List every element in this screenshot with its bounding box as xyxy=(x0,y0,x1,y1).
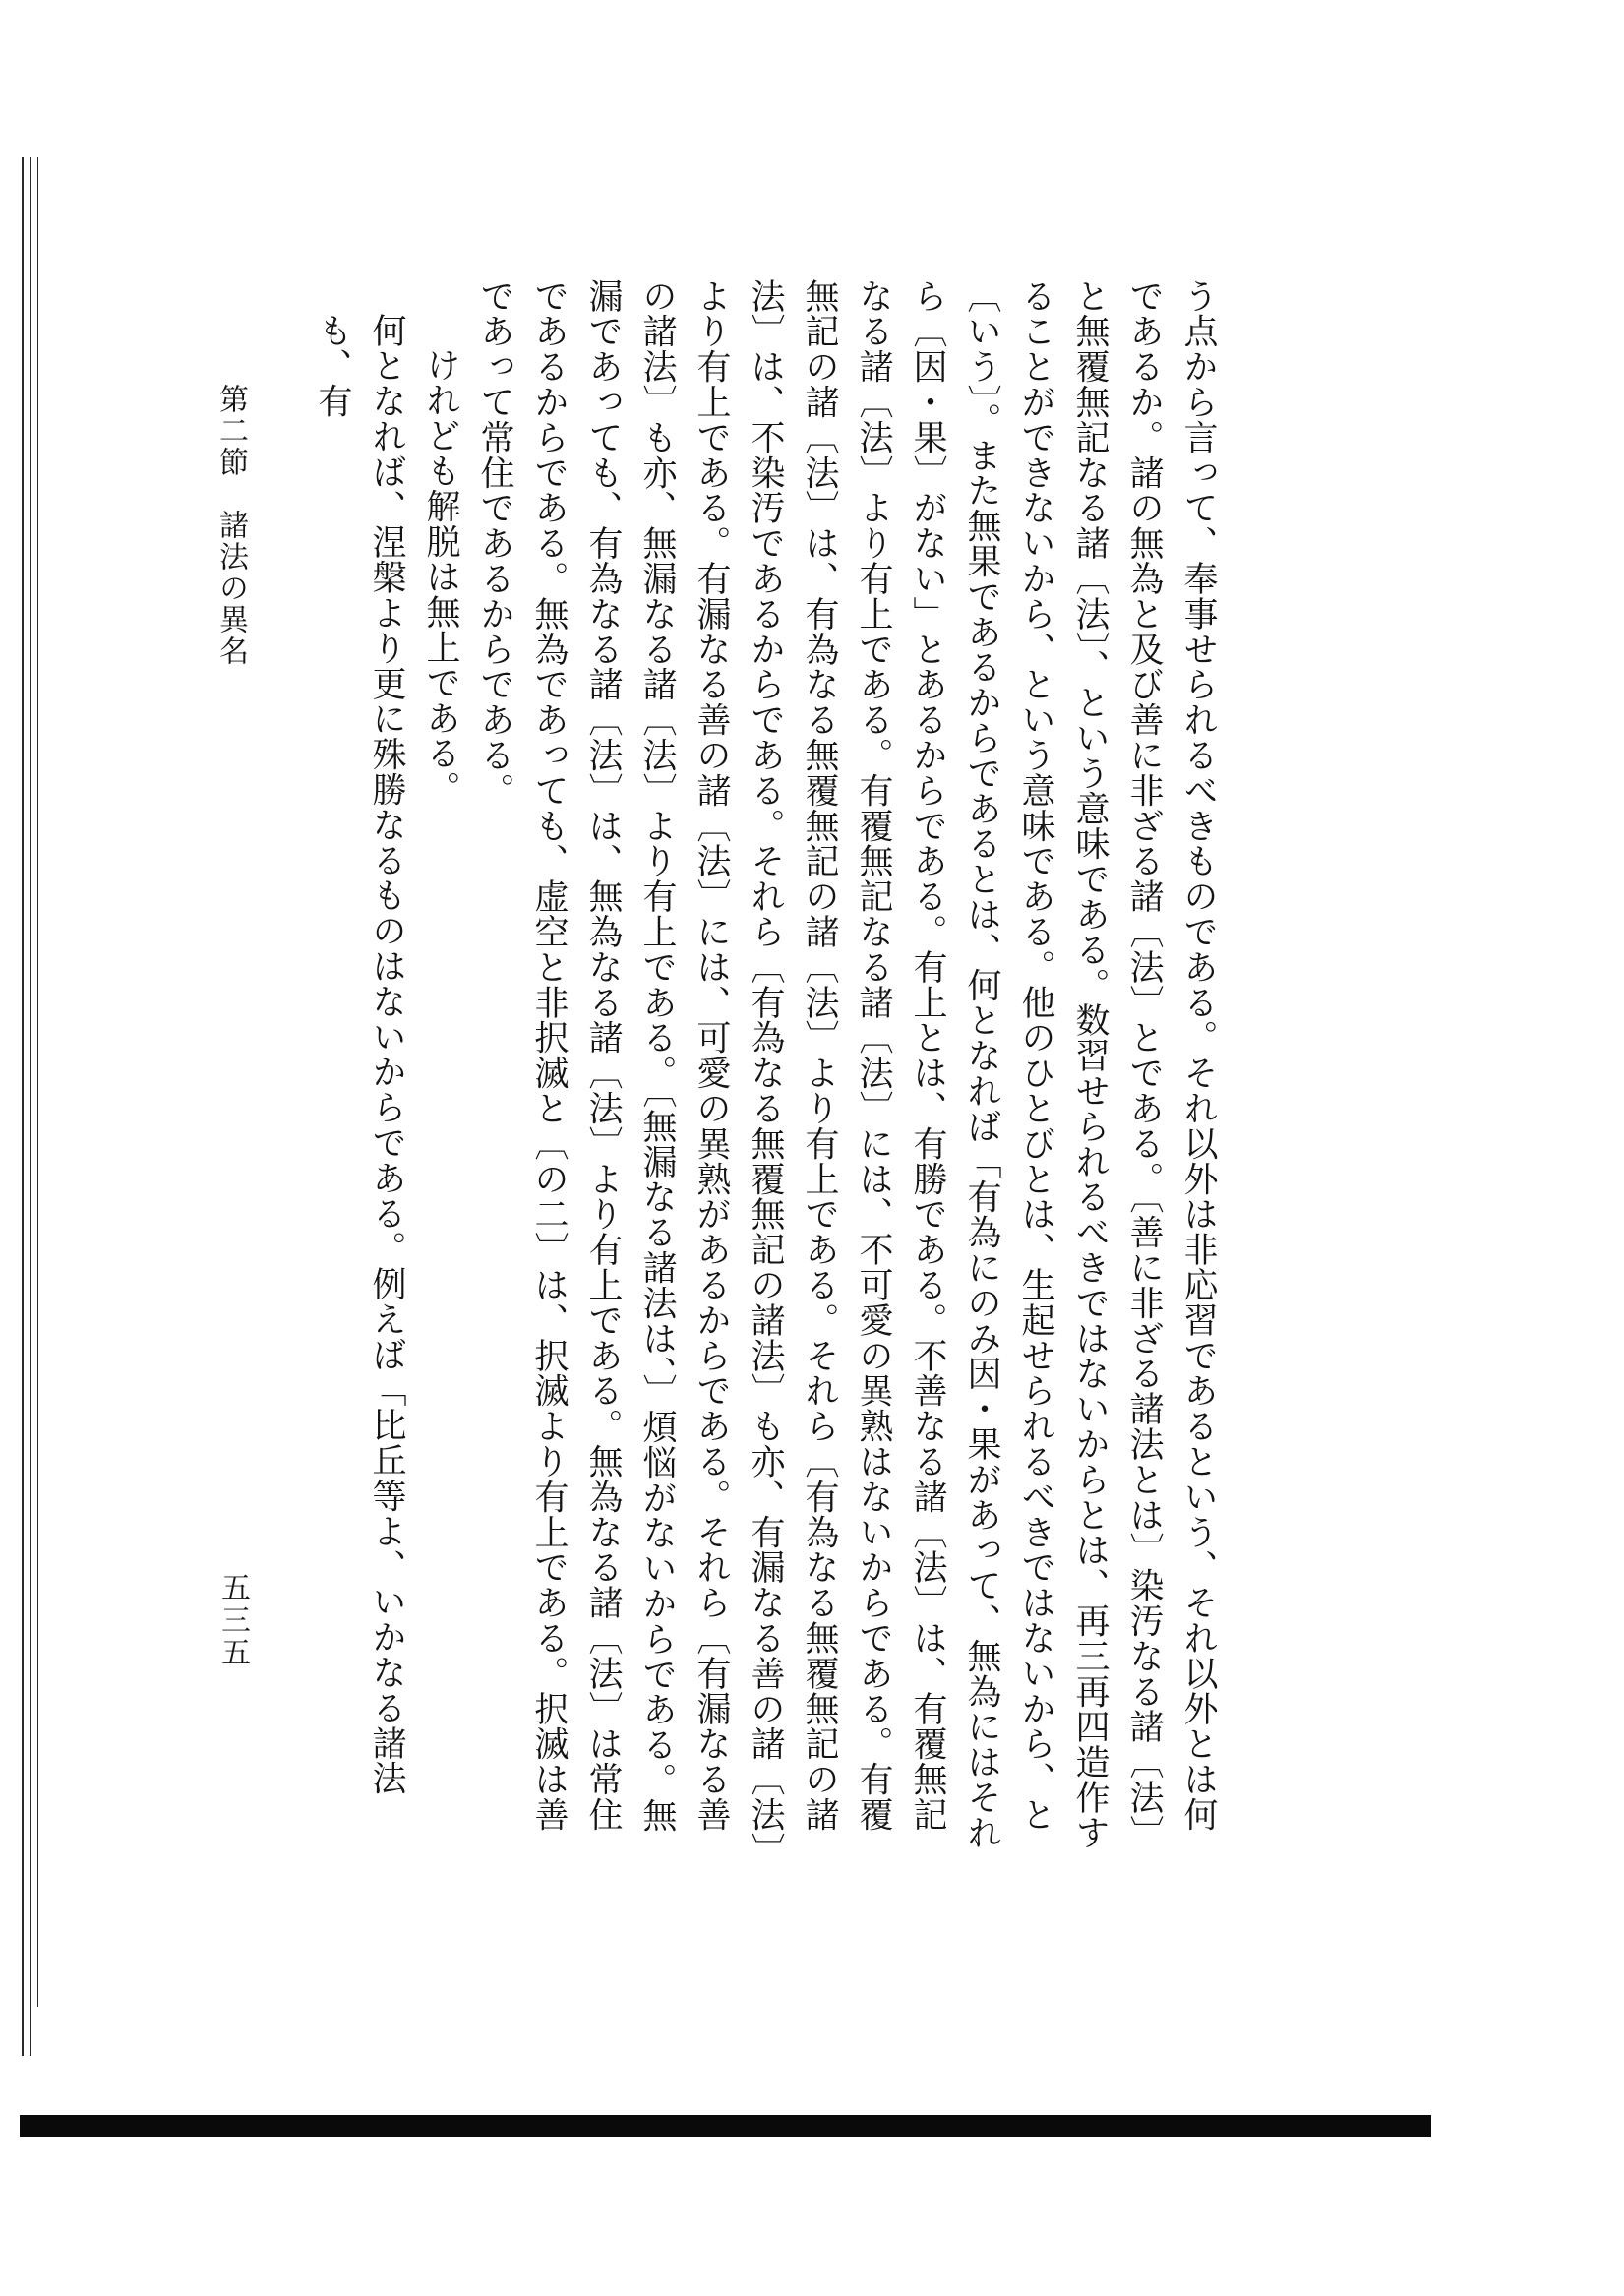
body-text-block xyxy=(313,278,1225,1862)
running-footer: 第二節 諸法の異名 xyxy=(213,384,248,667)
binding-edge-line xyxy=(30,157,31,2056)
body-paragraph: けれども解脱は無上である。 xyxy=(421,347,460,807)
binding-edge-line xyxy=(37,157,38,2007)
scan-bottom-bar xyxy=(20,2115,1431,2137)
binding-edge-line xyxy=(22,157,24,2056)
page-number: 五三五 xyxy=(215,1572,250,1669)
body-paragraph: 何となれば、涅槃より更に殊勝なるものはないからである。例えば「比丘等よ、いかなる諸法も、有 xyxy=(313,313,406,1796)
body-paragraph: う点から言って、奉事せられるべきものである。それ以外は非応習であるという、それ以外とは何であるか。諸の無為と及び善に非ざる諸〔法〕とである。〔善に非ざる諸法とは〕染汚なる諸〔法〕と無覆無記なる諸〔法〕、という意味である。数習せられるべきではないからとは、再三再四造作することができないから、という意味である。他のひとびとは、生起せられるべきではないから、と〔いう〕。また無果であるからであるとは、何となれば「有為にのみ因・果があって、無為にはそれら〔因・果〕がない」とあるからである。有上とは、有勝である。不善なる諸〔法〕は、有覆無記なる諸〔法〕より有上である。有覆無記なる諸〔法〕には、不可愛の異熟はないからである。有覆無記の諸〔法〕は、有為なる無覆無記の諸〔法〕より有上である。それら〔有為なる無覆無記の諸法〕は、不染汚であるからである。それら〔有為なる無覆無記の諸法〕も亦、有漏なる善の諸〔法〕より有上である。有漏なる善の諸〔法〕には、可愛の異熟があるからである。それら〔有漏なる善の諸法〕も亦、無漏なる諸〔法〕より有上である。〔無漏なる諸法は、〕煩悩がないからである。無漏であっても、有為なる諸〔法〕は、無為なる諸〔法〕より有上である。無為なる諸〔法〕は常住であるからである。無為であっても、虚空と非択滅と〔の二〕は、択滅より有上である。択滅は善であって常住であるからである。 xyxy=(475,278,1218,1850)
